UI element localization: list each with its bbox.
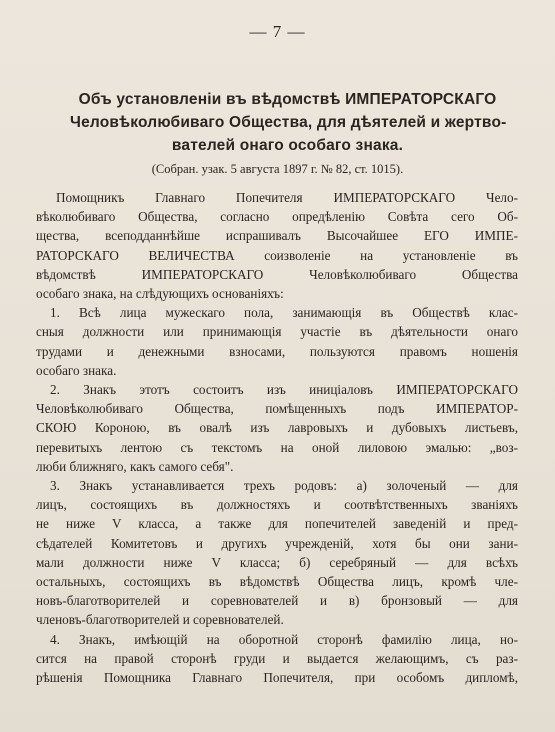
paragraph-3 bbox=[36, 476, 518, 630]
text-line: сится на правой сторонѣ груди и выдается желающимъ, съ раз- bbox=[36, 650, 518, 666]
text-line: вѣдомствѣ ИМПЕРАТОРСКАГО Человѣколюбиваго Общества bbox=[36, 266, 518, 282]
text-line: Человѣколюбиваго Общества, помѣщенныхъ подъ ИМПЕРАТОР- bbox=[36, 401, 518, 417]
text-line: членовъ-благотворителей и соревнователей. bbox=[36, 612, 284, 628]
text-line: СКОЮ Короною, въ овалѣ изъ лавровыхъ и дубовыхъ листьевъ, bbox=[36, 420, 518, 436]
legal-citation: (Собран. узак. 5 августа 1897 г. № 82, ст. 1015). bbox=[151, 162, 404, 176]
text-line: трудами и денежными взносами, пользуются правомъ ношенія bbox=[36, 343, 518, 359]
text-line: особаго знака, на слѣдующихъ основаніяхъ: bbox=[36, 286, 284, 302]
text-line: РАТОРСКАГО ВЕЛИЧЕСТВА соизволеніе на установленіе въ bbox=[36, 247, 518, 263]
title-line: Человѣколюбиваго Общества, для дѣятелей и жертво- bbox=[70, 114, 507, 131]
text-line: новъ-благотворителей и соревнователей и в) бронзовый — для bbox=[36, 593, 518, 609]
paragraph-preamble bbox=[36, 188, 518, 303]
page-number: — 7 — bbox=[249, 22, 306, 41]
text-line: 3. Знакъ устанавливается трехъ родовъ: а) золоченый — для bbox=[50, 478, 518, 494]
paragraph-4 bbox=[36, 630, 518, 688]
text-line: вѣколюбиваго Общества, согласно опредѣленію Совѣта сего Об- bbox=[36, 209, 518, 225]
text-line: особаго знака. bbox=[36, 362, 117, 378]
text-line: остальныхъ, состоящихъ въ вѣдомствѣ Общества лицъ, кромѣ чле- bbox=[36, 574, 518, 590]
text-line: мали должности ниже V класса; б) серебряный — для всѣхъ bbox=[36, 554, 518, 570]
document-title bbox=[70, 88, 505, 157]
text-line: сныя должности или принимающія участіе въ дѣятельности онаго bbox=[36, 324, 518, 340]
text-line: Помощникъ Главнаго Попечителя ИМПЕРАТОРСКАГО Чело- bbox=[56, 190, 518, 205]
text-line: сѣдателей Комитетовъ и другихъ учрежденій, хотя бы они зани- bbox=[36, 535, 518, 551]
text-line: перевитыхъ лентою съ текстомъ на оной лиловою эмалью: „воз- bbox=[36, 439, 518, 455]
text-line: рѣшенія Помощника Главнаго Попечителя, при особомъ дипломѣ, bbox=[36, 670, 518, 686]
text-line: люби ближняго, какъ самого себя". bbox=[36, 458, 234, 474]
title-line: вателей онаго особаго знака. bbox=[171, 137, 404, 154]
paragraph-1 bbox=[36, 303, 518, 380]
document-body bbox=[36, 188, 518, 687]
text-line: лицъ, состоящихъ въ должностяхъ и соотвѣтственныхъ званіяхъ bbox=[36, 497, 518, 513]
text-line: 2. Знакъ этотъ состоитъ изъ иниціаловъ ИМПЕРАТОРСКАГО bbox=[50, 382, 518, 398]
text-line: 1. Всѣ лица мужескаго пола, занимающія въ Обществѣ клас- bbox=[50, 305, 518, 321]
title-line: Объ установленіи въ вѣдомствѣ ИМПЕРАТОРСКАГО bbox=[78, 91, 497, 108]
paragraph-2 bbox=[36, 380, 518, 476]
text-line: щества, всеподданнѣйше испрашивалъ Высочайшее ЕГО ИМПЕ- bbox=[36, 228, 518, 244]
text-line: не ниже V класса, а также для попечителей заведеній и пред- bbox=[36, 516, 518, 532]
text-line: 4. Знакъ, имѣющій на оборотной сторонѣ фамилію лица, но- bbox=[50, 631, 518, 647]
